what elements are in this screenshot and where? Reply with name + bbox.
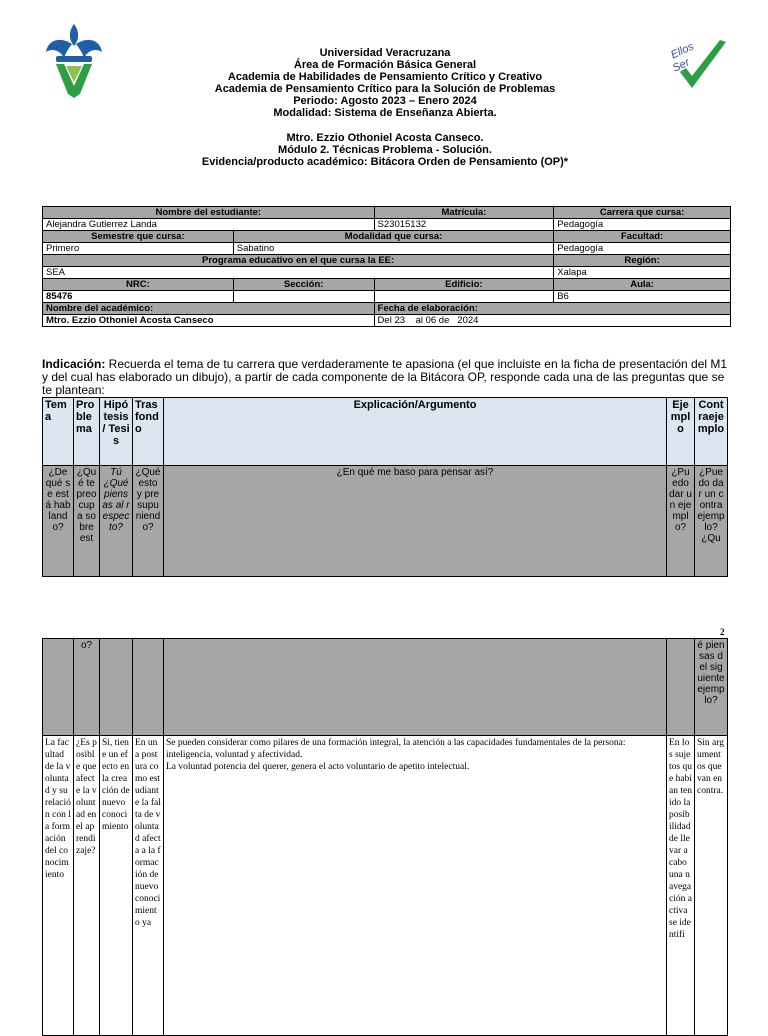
- universidad-veracruzana-logo: [42, 22, 106, 107]
- op-table-part-2: [42, 638, 728, 1036]
- svg-text:Ser: Ser: [670, 56, 692, 75]
- modalidad-value: Sabatino: [233, 243, 553, 255]
- answer-hipotesis: Si, tiene un efecto en la creación de nuevo conocimiento: [100, 736, 133, 1036]
- semestre-value: Primero: [43, 243, 234, 255]
- answer-contraejemplo: Sin argumentos que van en contra.: [695, 736, 728, 1036]
- header-ejemplo: Ejemplo: [667, 398, 695, 466]
- question-contraejemplo: ¿Puedo dar un contraejemplo? ¿Qu: [695, 466, 728, 577]
- header-contraejemplo: Contraejemplo: [695, 398, 728, 466]
- seccion-value: [233, 291, 374, 303]
- region-label: Región:: [554, 255, 731, 267]
- header-line-3: Academia de Habilidades de Pensamiento Crítico y Creativo: [227, 71, 543, 83]
- question-cont-trasfondo: [133, 639, 164, 736]
- question-cont-tema: [43, 639, 74, 736]
- programa-value: SEA: [43, 267, 554, 279]
- header-line-5: Periodo: Agosto 2023 – Enero 2024: [293, 95, 477, 107]
- question-problema: ¿Qué te preocupa sobre est: [74, 466, 100, 577]
- answer-explicacion: Se pueden considerar como pilares de una formación integral, la atención a las capacidades fundamentales de la persona: inteligencia, voluntad y afectividad. La voluntad potencia del querer, genera el acto voluntario de apetito intelectual.: [164, 736, 667, 1036]
- matricula-label: Matrícula:: [374, 207, 554, 219]
- seccion-label: Sección:: [233, 279, 374, 291]
- indication-label: Indicación:: [42, 357, 106, 371]
- aula-label: Aula:: [554, 279, 731, 291]
- question-hipotesis: Tú ¿Qué piensas al respecto?: [100, 466, 133, 577]
- question-cont-explicacion: [164, 639, 667, 736]
- edificio-label: Edificio:: [374, 279, 554, 291]
- op-table-part-1: [42, 397, 728, 577]
- matricula-value: S23015132: [374, 219, 554, 231]
- answer-ejemplo: En los sujetos que habían tenido la posibilidad de llevar a cabo una navegación activa se identifi: [667, 736, 695, 1036]
- answer-tema: La facultad de la voluntad y su relación con la formación del conocimiento: [43, 736, 74, 1036]
- question-trasfondo: ¿Qué esto y presupuniendo?: [133, 466, 164, 577]
- modalidad-label: Modalidad que cursa:: [233, 231, 553, 243]
- header-hipotesis: Hipótesis / Tesis: [100, 398, 133, 466]
- header-line-4: Academia de Pensamiento Crítico para la Solución de Problemas: [214, 83, 556, 95]
- fecha-label: Fecha de elaboración:: [374, 303, 730, 315]
- nombre-label: Nombre del estudiante:: [43, 207, 375, 219]
- question-explicacion: ¿En qué me baso para pensar así?: [164, 466, 667, 577]
- header-trasfondo: Trasfondo: [133, 398, 164, 466]
- question-cont-contraejemplo: é piensas del siguiente ejemplo?: [695, 639, 728, 736]
- header-explicacion: Explicación/Argumento: [164, 398, 667, 466]
- academico-label: Nombre del académico:: [43, 303, 375, 315]
- answer-trasfondo: En una postura como estudiante la falta de voluntad afecta a la formación de nuevo conocimiento ya: [133, 736, 164, 1036]
- nrc-label: NRC:: [43, 279, 234, 291]
- aula-value: B6: [554, 291, 731, 303]
- carrera-label: Carrera que cursa:: [554, 207, 731, 219]
- facultad-value: Pedagogía: [554, 243, 731, 255]
- svg-text:Ellos: Ellos: [669, 40, 696, 62]
- fecha-value: Del 23 al 06 de 2024: [374, 315, 730, 327]
- question-cont-hipotesis: [100, 639, 133, 736]
- header-line-6: Modalidad: Sistema de Enseñanza Abierta.: [273, 107, 497, 119]
- academico-value: Mtro. Ezzio Othoniel Acosta Canseco: [43, 315, 375, 327]
- header-tema: Tema: [43, 398, 74, 466]
- question-ejemplo: ¿Puedo dar un ejemplo?: [667, 466, 695, 577]
- facultad-label: Facultad:: [554, 231, 731, 243]
- nrc-value: 85476: [43, 291, 234, 303]
- indication-paragraph: [42, 358, 732, 397]
- programa-label: Programa educativo en el que cursa la EE:: [43, 255, 554, 267]
- answer-problema: ¿Es posible que afecte la voluntad en el aprendizaje?: [74, 736, 100, 1036]
- header-line-2: Área de Formación Básica General: [293, 59, 477, 71]
- teacher-line: Mtro. Ezzio Othoniel Acosta Canseco.: [286, 132, 484, 144]
- question-cont-ejemplo: [667, 639, 695, 736]
- indication-text: Recuerda el tema de tu carrera que verdaderamente te apasiona (el que incluiste en la ficha de presentación del M1 y del cual has elaborado un dibujo), a partir de cada componente de la Bitácora OP, responde cada una de las preguntas que se te plantean:: [42, 357, 728, 397]
- evidence-line: Evidencia/producto académico: Bitácora Orden de Pensamiento (OP)*: [201, 156, 569, 168]
- page-number: 2: [720, 627, 725, 637]
- region-value: Xalapa: [554, 267, 731, 279]
- semestre-label: Semestre que cursa:: [43, 231, 234, 243]
- header-line-1: Universidad Veracruzana: [319, 47, 451, 59]
- module-line: Módulo 2. Técnicas Problema - Solución.: [278, 144, 492, 156]
- document-header: [120, 47, 650, 168]
- edificio-value: [374, 291, 554, 303]
- question-tema: ¿De qué se está hablando?: [43, 466, 74, 577]
- ellos-ser-logo: [662, 36, 730, 97]
- student-info-table: [42, 206, 731, 327]
- nombre-value: Alejandra Gutierrez Landa: [43, 219, 375, 231]
- header-problema: Problema: [74, 398, 100, 466]
- carrera-value: Pedagogía: [554, 219, 731, 231]
- question-cont-problema: o?: [74, 639, 100, 736]
